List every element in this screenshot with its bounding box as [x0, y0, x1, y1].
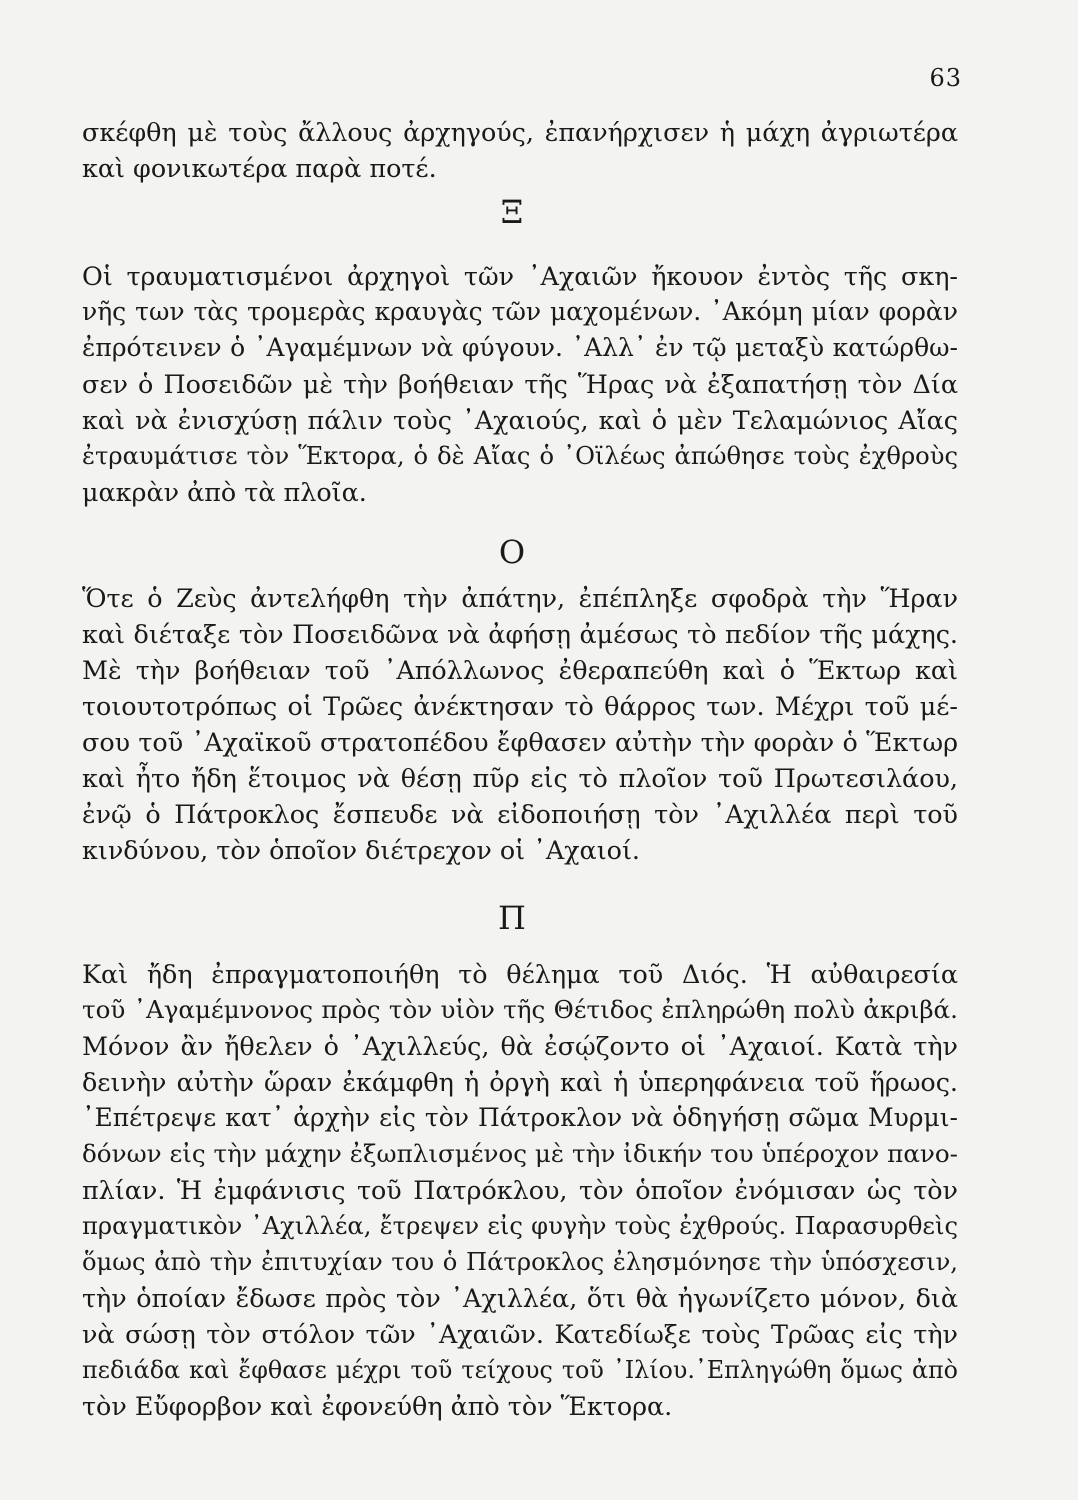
text-line: δόνων εἰς τὴν μάχην ἐξωπλισμένος μὲ τὴν ἰδικήν του ὑπέροχον πανο- [82, 1139, 958, 1168]
text-line: σκέφθη μὲ τοὺς ἄλλους ἀρχηγούς, ἐπανήρχισεν ἡ μάχη ἀγριωτέρα [82, 117, 958, 147]
section-heading-pi: Π [498, 899, 526, 937]
text-line: πλίαν. Ἡ ἐμφάνισις τοῦ Πατρόκλου, τὸν ὁποῖον ἐνόμισαν ὡς τὸν [82, 1175, 958, 1205]
text-line: σου τοῦ ᾽Αχαϊκοῦ στρατοπέδου ἔφθασεν αὐτὴν τὴν φορὰν ὁ Ἕκτωρ [82, 727, 958, 757]
text-line: ὅμως ἀπὸ τὴν ἐπιτυχίαν του ὁ Πάτροκλος ἐλησμόνησε τὴν ὑπόσχεσιν, [82, 1248, 958, 1276]
text-line: σεν ὁ Ποσειδῶν μὲ τὴν βοήθειαν τῆς Ἥρας νὰ ἐξαπατήσῃ τὸν Δία [82, 369, 958, 399]
text-line: νῆς των τὰς τρομερὰς κραυγὰς τῶν μαχομένων. ᾽Ακόμη μίαν φορὰν [82, 297, 958, 326]
text-line: πεδιάδα καὶ ἔφθασε μέχρι τοῦ τείχους τοῦ ᾽Ιλίου.᾽Επληγώθη ὅμως ἀπὸ [82, 1356, 958, 1384]
section-heading-xi: Ξ [500, 193, 524, 231]
text-line: Μόνον ἂν ἤθελεν ὁ ᾽Αχιλλεύς, θὰ ἐσῴζοντο οἱ ᾽Αχαιοί. Κατὰ τὴν [82, 1031, 958, 1061]
text-line: καὶ φονικωτέρα παρὰ ποτέ. [82, 153, 437, 183]
paragraph-xi [82, 258, 958, 510]
page-number: 63 [929, 64, 962, 92]
text-line: νὰ σώσῃ τὸν στόλον τῶν ᾽Αχαιῶν. Κατεδίωξε τοὺς Τρῶας εἰς τὴν [82, 1319, 958, 1349]
text-line: κινδύνου, τὸν ὁποῖον διέτρεχον οἱ ᾽Αχαιοί. [82, 835, 640, 865]
text-line: Καὶ ἤδη ἐπραγματοποιήθη τὸ θέλημα τοῦ Διός. Ἡ αὐθαιρεσία [82, 959, 958, 989]
text-line: Μὲ τὴν βοήθειαν τοῦ ᾽Απόλλωνος ἐθεραπεύθη καὶ ὁ Ἕκτωρ καὶ [82, 655, 958, 685]
paragraph-omicron [82, 580, 958, 868]
text-line: ἐτραυμάτισε τὸν Ἕκτορα, ὁ δὲ Αἴας ὁ ᾽Οϊλέως ἀπώθησε τοὺς ἐχθροὺς [82, 442, 958, 470]
text-line: Οἱ τραυματισμένοι ἀρχηγοὶ τῶν ᾽Αχαιῶν ἤκουον ἐντὸς τῆς σκη- [82, 261, 958, 291]
text-line: τοῦ ᾽Αγαμέμνονος πρὸς τὸν υἱὸν τῆς Θέτιδος ἐπληρώθη πολὺ ἀκριβά. [82, 995, 958, 1024]
text-line: καὶ διέταξε τὸν Ποσειδῶνα νὰ ἀφήσῃ ἀμέσως τὸ πεδίον τῆς μάχης. [82, 619, 958, 649]
text-line: Ὅτε ὁ Ζεὺς ἀντελήφθη τὴν ἀπάτην, ἐπέπληξε σφοδρὰ τὴν Ἥραν [82, 583, 958, 613]
paragraph-pi [82, 956, 958, 1424]
text-line: μακρὰν ἀπὸ τὰ πλοῖα. [82, 477, 367, 507]
text-line: ἐνῷ ὁ Πάτροκλος ἔσπευδε νὰ εἰδοποιήσῃ τὸν ᾽Αχιλλέα περὶ τοῦ [82, 799, 958, 829]
section-heading-omicron: Ο [498, 533, 526, 571]
text-line: καὶ ἦτο ἤδη ἕτοιμος νὰ θέσῃ πῦρ εἰς τὸ πλοῖον τοῦ Πρωτεσιλάου, [82, 763, 958, 793]
text-line: καὶ νὰ ἐνισχύσῃ πάλιν τοὺς ᾽Αχαιούς, καὶ ὁ μὲν Τελαμώνιος Αἴας [82, 405, 958, 435]
paragraph-continuation [82, 114, 958, 186]
text-line: τοιουτοτρόπως οἱ Τρῶες ἀνέκτησαν τὸ θάρρος των. Μέχρι τοῦ μέ- [82, 691, 958, 721]
text-line: δεινὴν αὐτὴν ὥραν ἐκάμφθη ἡ ὀργὴ καὶ ἡ ὑπερηφάνεια τοῦ ἥρωος. [82, 1067, 958, 1097]
text-line: τὸν Εὔφορβον καὶ ἐφονεύθη ἀπὸ τὸν Ἕκτορα. [82, 1391, 673, 1421]
text-line: τὴν ὁποίαν ἔδωσε πρὸς τὸν ᾽Αχιλλέα, ὅτι θὰ ἠγωνίζετο μόνον, διὰ [82, 1283, 958, 1313]
text-line: ᾽Επέτρεψε κατ᾽ ἀρχὴν εἰς τὸν Πάτροκλον νὰ ὁδηγήσῃ σῶμα Μυρμι- [82, 1103, 958, 1132]
text-line: ἐπρότεινεν ὁ ᾽Αγαμέμνων νὰ φύγουν. ᾽Αλλ᾽ ἐν τῷ μεταξὺ κατώρθω- [82, 333, 958, 362]
text-line: πραγματικὸν ᾽Αχιλλέα, ἔτρεψεν εἰς φυγὴν τοὺς ἐχθρούς. Παρασυρθεὶς [82, 1212, 958, 1240]
